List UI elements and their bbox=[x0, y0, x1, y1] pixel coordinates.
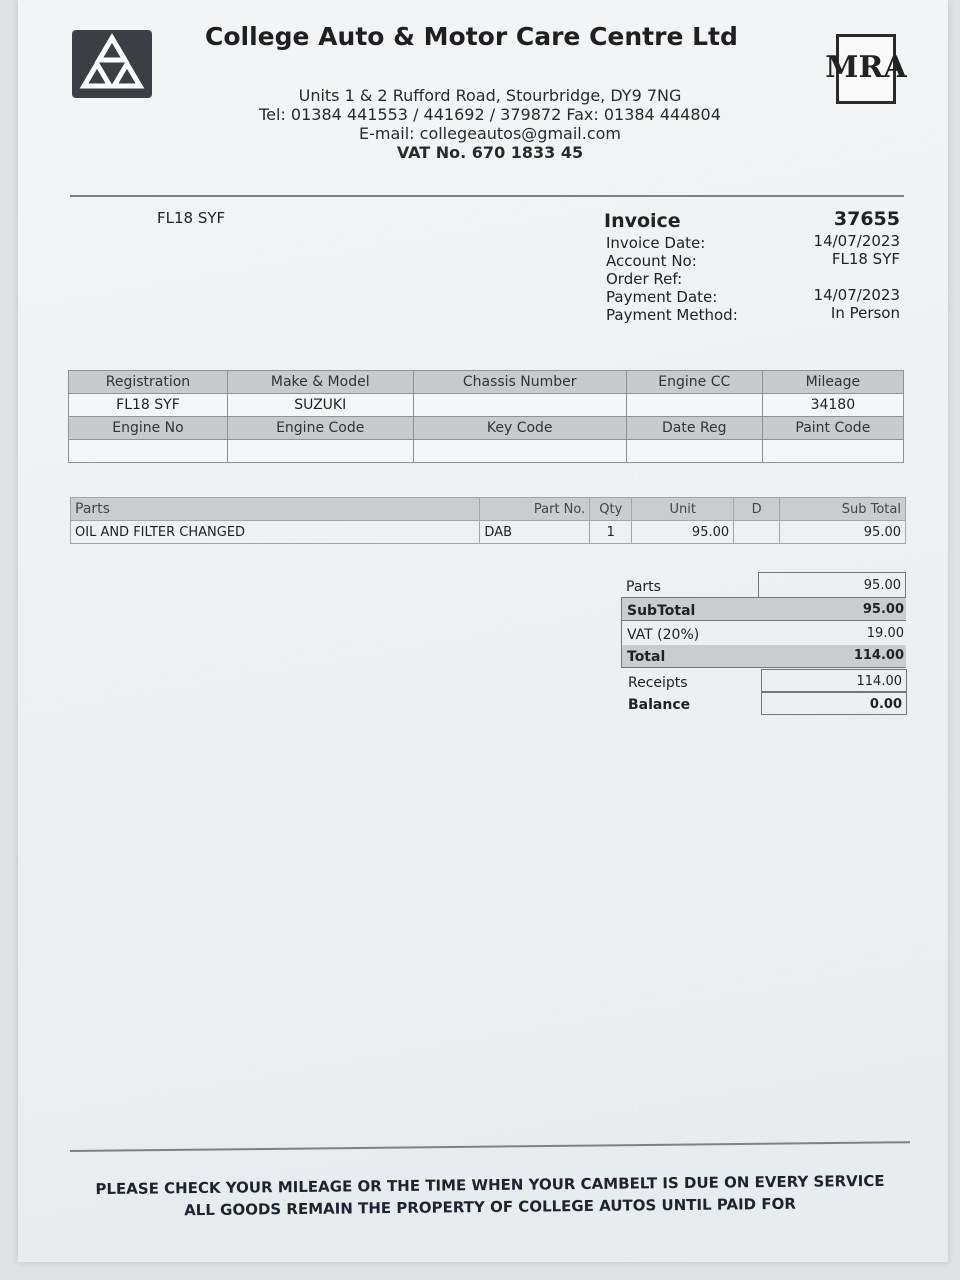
vehicle-value-row-2 bbox=[69, 440, 904, 463]
company-email: E-mail: collegeautos@gmail.com bbox=[359, 124, 621, 143]
vehicle-value-row bbox=[69, 394, 904, 417]
vehicle-header-row bbox=[69, 371, 904, 394]
chassis-number-header: Chassis Number bbox=[413, 371, 626, 394]
engine-cc-header: Engine CC bbox=[626, 371, 762, 394]
engine-no-value bbox=[69, 440, 228, 463]
date-reg-header: Date Reg bbox=[626, 417, 762, 440]
subtotal-value: 95.00 bbox=[862, 602, 904, 617]
vehicle-header-row-2 bbox=[69, 417, 904, 440]
footer-cambelt-notice: PLEASE CHECK YOUR MILEAGE OR THE TIME WHEN YOUR CAMBELT IS DUE ON EVERY SERVICE bbox=[95, 1171, 885, 1199]
payment-method-label: Payment Method: bbox=[606, 306, 738, 324]
payment-date-value: 14/07/2023 bbox=[813, 286, 900, 304]
customer-registration: FL18 SYF bbox=[157, 209, 226, 227]
parts-total-label: Parts bbox=[626, 579, 661, 595]
table-row bbox=[71, 521, 906, 544]
subtotal-label: SubTotal bbox=[627, 603, 696, 619]
unit-header: Unit bbox=[632, 498, 734, 521]
part-description: OIL AND FILTER CHANGED bbox=[71, 521, 480, 544]
chassis-number-value bbox=[413, 394, 626, 417]
invoice-date-label: Invoice Date: bbox=[606, 234, 706, 252]
totals-rule-3 bbox=[621, 667, 906, 668]
total-label: Total bbox=[627, 649, 666, 665]
key-code-value bbox=[413, 440, 626, 463]
footer-goods-notice: ALL GOODS REMAIN THE PROPERTY OF COLLEGE AUTOS UNTIL PAID FOR bbox=[184, 1194, 796, 1220]
invoice-date-value: 14/07/2023 bbox=[813, 232, 900, 250]
engine-no-header: Engine No bbox=[69, 417, 228, 440]
receipts-value: 114.00 bbox=[761, 669, 907, 692]
engine-code-value bbox=[227, 440, 413, 463]
company-name: College Auto & Motor Care Centre Ltd bbox=[205, 22, 738, 51]
part-unit: 95.00 bbox=[632, 521, 734, 544]
key-code-header: Key Code bbox=[413, 417, 626, 440]
balance-value: 0.00 bbox=[761, 692, 907, 715]
registration-value: FL18 SYF bbox=[69, 394, 228, 417]
make-model-header: Make & Model bbox=[227, 371, 413, 394]
subtotal-header: Sub Total bbox=[780, 498, 906, 521]
make-model-value: SUZUKI bbox=[227, 394, 413, 417]
payment-method-value: In Person bbox=[830, 304, 900, 322]
part-subtotal: 95.00 bbox=[780, 521, 906, 544]
parts-table bbox=[70, 497, 906, 544]
parts-total-value: 95.00 bbox=[758, 572, 906, 598]
order-ref-label: Order Ref: bbox=[606, 270, 683, 288]
header-divider bbox=[70, 195, 904, 197]
engine-code-header: Engine Code bbox=[227, 417, 413, 440]
total-value: 114.00 bbox=[853, 648, 904, 663]
totals-rule-left bbox=[621, 597, 622, 668]
part-no-header: Part No. bbox=[480, 498, 590, 521]
mileage-header: Mileage bbox=[762, 371, 903, 394]
company-address: Units 1 & 2 Rufford Road, Stourbridge, DY9 7NG bbox=[298, 86, 682, 105]
account-no-value: FL18 SYF bbox=[831, 250, 900, 268]
vat-value: 19.00 bbox=[866, 626, 904, 641]
part-number: DAB bbox=[480, 521, 590, 544]
registration-header: Registration bbox=[69, 371, 228, 394]
parts-header-row bbox=[71, 498, 906, 521]
vat-label: VAT (20%) bbox=[627, 627, 700, 643]
totals-rule-1 bbox=[621, 597, 758, 598]
invoice-title: Invoice bbox=[604, 210, 681, 232]
invoice-number: 37655 bbox=[833, 208, 900, 230]
vehicle-details-table bbox=[68, 370, 904, 463]
mra-logo bbox=[825, 34, 907, 104]
payment-date-label: Payment Date: bbox=[606, 288, 718, 306]
receipts-label: Receipts bbox=[628, 675, 688, 691]
part-discount bbox=[734, 521, 780, 544]
balance-label: Balance bbox=[628, 697, 691, 713]
totals-rule-2 bbox=[621, 620, 906, 621]
part-qty: 1 bbox=[590, 521, 632, 544]
company-vat: VAT No. 670 1833 45 bbox=[396, 143, 584, 162]
mileage-value: 34180 bbox=[762, 394, 903, 417]
discount-header: D bbox=[734, 498, 780, 521]
parts-header: Parts bbox=[71, 498, 480, 521]
paint-code-value bbox=[762, 440, 903, 463]
mra-logo-text: MRA bbox=[825, 50, 907, 85]
account-no-label: Account No: bbox=[606, 252, 697, 270]
mot-triangles-logo bbox=[72, 30, 152, 98]
date-reg-value bbox=[626, 440, 762, 463]
company-phone: Tel: 01384 441553 / 441692 / 379872 Fax: 01384 444804 bbox=[259, 105, 721, 124]
engine-cc-value bbox=[626, 394, 762, 417]
paint-code-header: Paint Code bbox=[762, 417, 903, 440]
qty-header: Qty bbox=[590, 498, 632, 521]
